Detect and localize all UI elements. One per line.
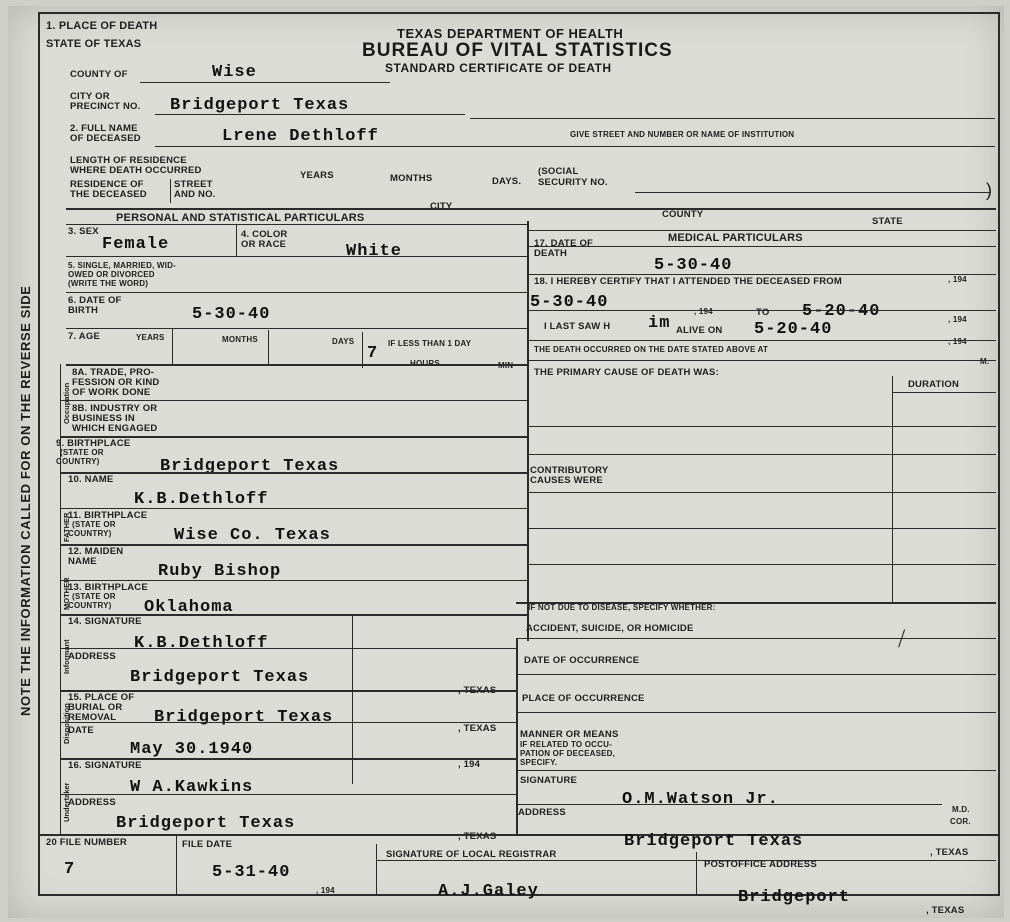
reverse-side-note: NOTE THE INFORMATION CALLED FOR ON THE REVERSE SIDE [18,285,33,716]
related-label-3: SPECIFY. [520,758,558,767]
yr194-c: , 194 [694,307,713,316]
physician-sig-label: SIGNATURE [520,775,578,786]
length-label-1: LENGTH OF RESIDENCE [70,155,187,166]
cor-label: COR. [950,817,971,826]
primary-cause-label: THE PRIMARY CAUSE OF DEATH WAS: [534,367,719,378]
mother-bp-label-1: 13. BIRTHPLACE [68,582,148,593]
related-label-1: IF RELATED TO OCCU- [520,740,612,749]
color-label-2: OR RACE [241,239,287,250]
city-value: Bridgeport Texas [170,96,350,115]
mother-birthplace: Oklahoma [144,598,234,617]
registrar-name: A.J.Galey [438,882,539,901]
length-label-2: WHERE DEATH OCCURRED [70,165,202,176]
deceased-name: Lrene Dethloff [222,127,379,146]
informant-tab: Informant [62,639,71,674]
maiden-label-2: NAME [68,556,97,567]
father-birthplace: Wise Co. Texas [174,526,331,545]
informant-address: Bridgeport Texas [130,668,310,687]
color-label-1: 4. COLOR [241,229,288,240]
color-value: White [346,242,403,261]
informant-addr-label: ADDRESS [68,651,116,662]
texas-2: , TEXAS [458,723,497,734]
undertaker-address: Bridgeport Texas [116,814,296,833]
age-days-label: DAYS [332,337,355,346]
trade-label-2: FESSION OR KIND [72,377,160,388]
alive-label: ALIVE ON [676,325,723,336]
institution-label: GIVE STREET AND NUMBER OR NAME OF INSTITUTION [570,130,795,139]
res-state-label: STATE [872,216,903,227]
m-label: M. [980,357,990,366]
burial-date: May 30.1940 [130,740,254,759]
to-label: TO [756,307,770,318]
years-label: YEARS [300,170,334,181]
undertaker-name: W A.Kawkins [130,778,254,797]
burial-label-1: 15. PLACE OF [68,692,135,703]
full-name-label-2: OF DECEASED [70,133,141,144]
accident-label: ACCIDENT, SUICIDE, OR HOMICIDE [526,623,694,634]
age-months-label: MONTHS [222,335,258,344]
file-date: 5-31-40 [212,863,291,882]
texas-4: , TEXAS [930,847,969,858]
father-bp-label-3: COUNTRY) [68,529,112,538]
contrib-label-1: CONTRIBUTORY [530,465,609,476]
days-label: DAYS. [492,176,522,187]
birthplace-label-1: 9. BIRTHPLACE [56,438,131,449]
father-bp-label-1: 11. BIRTHPLACE [68,510,148,521]
disposition-tab: Disposition [62,703,71,744]
doo-label: DATE OF OCCURRENCE [524,655,640,666]
mother-tab: MOTHER [62,577,71,610]
age-years-label: YEARS [136,333,165,342]
related-label-2: PATION OF DECEASED, [520,749,616,758]
poo-label: PLACE OF OCCURRENCE [522,693,645,704]
texas-1: , TEXAS [458,685,497,696]
county-value: Wise [212,63,257,82]
age-label: 7. AGE [68,331,100,342]
birthplace-label-2: (STATE OR [60,448,104,457]
residence-label-1: RESIDENCE OF [70,179,144,190]
dob-value: 5-30-40 [192,305,271,324]
lastsaw-value: im [648,314,671,333]
informant-name: K.B.Dethloff [134,634,269,653]
county-label: COUNTY OF [70,69,128,80]
undertaker-tab: Undertaker [62,782,71,822]
industry-label-1: 8B. INDUSTRY OR [72,403,158,414]
res-county-label: COUNTY [662,209,704,220]
texas-3: , TEXAS [458,831,497,842]
residence-label-2: THE DECEASED [70,189,147,200]
informant-sig-label: 14. SIGNATURE [68,616,142,627]
social-label-1: (SOCIAL [538,166,579,177]
sex-label: 3. SEX [68,226,99,237]
social-label-2: SECURITY NO. [538,177,608,188]
months-label: MONTHS [390,173,433,184]
lastsaw-label: I LAST SAW H [544,321,611,332]
physician-name: O.M.Watson Jr. [622,790,779,809]
industry-label-3: WHICH ENGAGED [72,423,158,434]
contrib-label-2: CAUSES WERE [530,475,603,486]
res-city-label: CITY [430,201,453,212]
yr194-d: , 194 [948,315,967,324]
postoffice-label: POSTOFFICE ADDRESS [704,859,817,870]
file-number-label: 20 FILE NUMBER [46,837,127,848]
birthplace-label-3: COUNTRY) [56,457,100,466]
age-days-value: 7 [367,344,379,363]
birthplace-value: Bridgeport Texas [160,457,340,476]
father-bp-label-2: (STATE OR [72,520,116,529]
hours-label: HOURS [410,359,440,368]
physician-address: Bridgeport Texas [624,832,804,851]
texas-5: , TEXAS [926,905,965,916]
father-tab: FATHER [62,512,71,542]
yr194-e: , 194 [948,337,967,346]
sex-value: Female [102,235,170,254]
yr194-f: , 194 [316,886,335,895]
marital-label-1: 5. SINGLE, MARRIED, WID- [68,261,176,270]
duration-label: DURATION [908,379,960,390]
min-label: MIN [498,361,514,370]
street-label-1: STREET [174,179,213,190]
father-name: K.B.Dethloff [134,490,269,509]
burial-place: Bridgeport Texas [154,708,334,727]
alive-on: 5-20-40 [754,320,833,339]
physician-addr-label: ADDRESS [518,807,566,818]
mother-bp-label-3: COUNTRY) [68,601,112,610]
burial-label-2: BURIAL OR [68,702,123,713]
dod-label-2: DEATH [534,248,568,259]
md-label: M.D. [952,805,970,814]
dept-title: TEXAS DEPARTMENT OF HEALTH [397,26,624,41]
death-certificate-form: 1. PLACE OF DEATH STATE OF TEXAS TEXAS DEPARTMENT OF HEALTH BUREAU OF VITAL STATISTICS STANDARD CERTIFICATE OF DEATH COUNTY OF Wise CITY OR PRECINCT NO. Bridgeport Texas 2. FULL NAME OF DECEASED Lrene Dethloff GIVE STREET AND NUMBER OR NAME OF INSTITUTION LENGTH OF RESIDENCE WHERE DEATH OCCURRED YEARS MONTHS DAYS. (SOCIAL SECURITY NO. ) RESIDENCE OF THE DECEASED STREET AND NO. CITY COUNTY STATE PERSONAL AND STATISTICAL PARTICULARS MEDICAL PARTICULARS 3. SEX Female 4. COLOR OR RACE White 5. SINGLE, MARRIED, WID- OWED OR DIVORCED (WRITE THE WORD) 6. DATE OF BIRTH 5-30-40 7. AGE YEARS MONTHS DAYS 7 IF LESS THAN 1 DAY HOURS MIN Occupation FATHER MOTHER Informant Disposition Undertaker 8A. TRADE, PRO- FESSION OR KIND OF WORK DONE 8B. INDUSTRY OR BUSINESS IN WHICH ENGAGED 9. BIRTHPLACE (STATE OR COUNTRY) Bridgeport Texas 10. NAME K.B.Dethloff 11. BIRTHPLACE (STATE OR COUNTRY) Wise Co. Texas 12. MAIDEN NAME Ruby Bishop 13. BIRTHPLACE (STATE OR COUNTRY) Oklahoma 14. SIGNATURE K.B.Dethloff ADDRESS Bridgeport Texas , TEXAS 15. PLACE OF BURIAL OR REMOVAL Bridgeport Texas , TEXAS DATE May 30.1940 , 194 16. SIGNATURE W A.Kawkins ADDRESS Bridgeport Texas , TEXAS 17. DATE OF DEATH 5-30-40 , 194 18. I HEREBY CERTIFY THAT I ATTENDED THE DECEASED FROM 5-30-40 , 194 TO 5-20-40 , 194 I LAST SAW H im ALIVE ON 5-20-40 , 194 THE DEATH OCCURRED ON THE DATE STATED ABOVE AT M. THE PRIMARY CAUSE OF DEATH WAS: DURATION CONTRIBUTORY CAUSES WERE IF NOT DUE TO DISEASE, SPECIFY WHETHER: ACCIDENT, SUICIDE, OR HOMICIDE / DATE OF OCCURRENCE PLACE OF OCCURRENCE MANNER OR MEANS IF RELATED TO OCCU- PATION OF DECEASED, SPECIFY. SIGNATURE O.M.Watson Jr. M.D. COR. ADDRESS Bridgeport Texas , TEXAS 20 FILE NUMBER 7 FILE DATE 5-31-40 , 194 SIGNATURE OF LOCAL REGISTRAR A.J.Galey POSTOFFICE ADDRESS Bridgeport , TEXAS [38,12,1000,896]
not-disease-label: IF NOT DUE TO DISEASE, SPECIFY WHETHER: [528,603,716,612]
less-than-day-label: IF LESS THAN 1 DAY [388,339,472,348]
attended-to: 5-20-40 [802,302,881,321]
mother-bp-label-2: (STATE OR [72,592,116,601]
cert-title: STANDARD CERTIFICATE OF DEATH [385,61,612,75]
mother-name: Ruby Bishop [158,562,282,581]
occupation-tab: Occupation [62,382,71,424]
maiden-label-1: 12. MAIDEN [68,546,124,557]
street-label-2: AND NO. [174,189,216,200]
marital-label-3: (WRITE THE WORD) [68,279,149,288]
file-number: 7 [64,860,76,879]
file-date-label: FILE DATE [182,839,233,850]
postoffice-value: Bridgeport [738,888,851,907]
trade-label-1: 8A. TRADE, PRO- [72,367,155,378]
attended-from: 5-30-40 [530,293,609,312]
burial-label-3: REMOVAL [68,712,117,723]
city-label-1: CITY OR [70,91,110,102]
undertaker-addr-label: ADDRESS [68,797,116,808]
medical-section-title: MEDICAL PARTICULARS [668,232,803,244]
undertaker-sig-label: 16. SIGNATURE [68,760,142,771]
registrar-label: SIGNATURE OF LOCAL REGISTRAR [386,849,557,860]
manner-label: MANNER OR MEANS [520,729,619,740]
industry-label-2: BUSINESS IN [72,413,135,424]
state-label: STATE OF TEXAS [46,38,142,50]
dob-label-2: BIRTH [68,305,99,316]
place-of-death-label: 1. PLACE OF DEATH [46,20,158,32]
father-name-label: 10. NAME [68,474,114,485]
bureau-title: BUREAU OF VITAL STATISTICS [362,40,673,61]
dod-value: 5-30-40 [654,256,733,275]
city-label-2: PRECINCT NO. [70,101,141,112]
personal-section-title: PERSONAL AND STATISTICAL PARTICULARS [116,212,365,224]
trade-label-3: OF WORK DONE [72,387,151,398]
dob-label-1: 6. DATE OF [68,295,122,306]
certify-label: 18. I HEREBY CERTIFY THAT I ATTENDED THE DECEASED FROM [534,276,842,287]
occurred-label: THE DEATH OCCURRED ON THE DATE STATED ABOVE AT [534,345,769,354]
dod-label-1: 17. DATE OF [534,238,594,249]
burial-date-label: DATE [68,725,94,736]
full-name-label-1: 2. FULL NAME [70,123,138,134]
yr194-a: , 194 [458,759,481,770]
yr194-b: , 194 [948,275,967,284]
marital-label-2: OWED OR DIVORCED [68,270,155,279]
